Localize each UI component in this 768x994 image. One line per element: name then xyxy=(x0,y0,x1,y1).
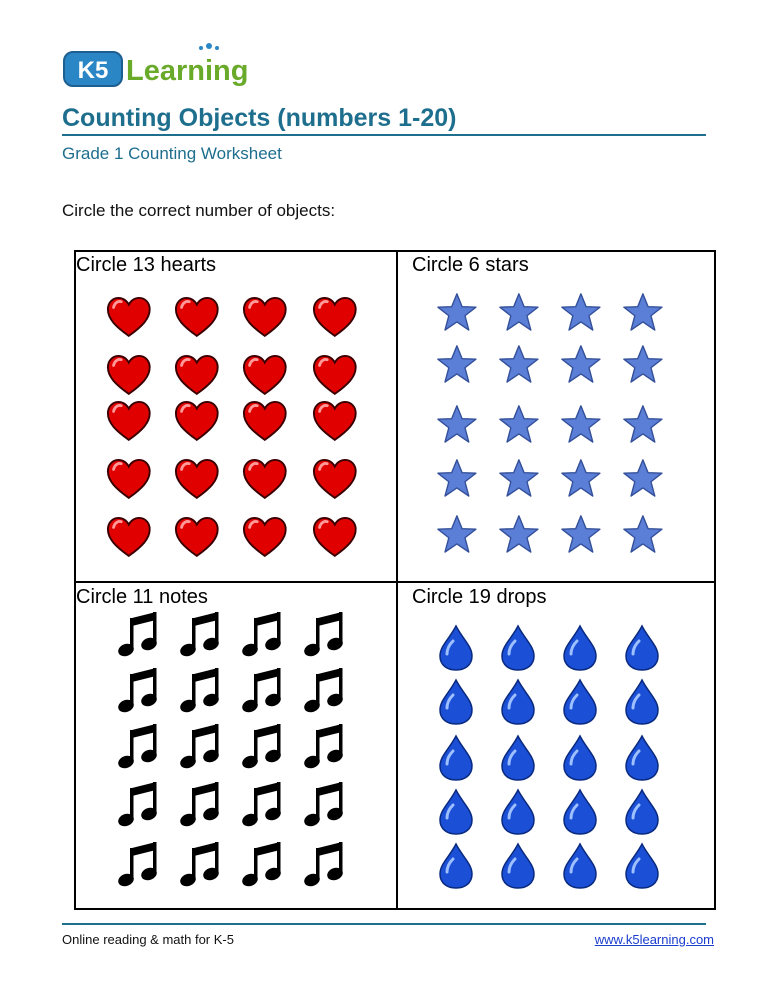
water-drop-icon xyxy=(626,790,658,834)
water-drop-icon xyxy=(440,736,472,780)
music-note-icon xyxy=(116,612,158,658)
drops-label: Circle 19 drops xyxy=(412,586,547,608)
water-drop-icon xyxy=(564,844,596,888)
water-drop-icon xyxy=(564,790,596,834)
star-icon xyxy=(562,346,600,382)
logo-word-text: Learning xyxy=(126,55,249,87)
footer-tagline: Online reading & math for K-5 xyxy=(62,932,234,947)
music-note-icon xyxy=(116,724,158,770)
heart-icon xyxy=(314,518,356,556)
drops-group xyxy=(426,618,706,898)
notes-group xyxy=(106,604,386,904)
star-icon xyxy=(500,346,538,382)
title-divider xyxy=(62,134,706,136)
music-note-icon xyxy=(178,612,220,658)
water-drop-icon xyxy=(502,626,534,670)
water-drop-icon xyxy=(626,736,658,780)
water-drop-icon xyxy=(440,844,472,888)
water-drop-icon xyxy=(502,680,534,724)
star-icon xyxy=(624,346,662,382)
star-icon xyxy=(438,516,476,552)
instruction-text: Circle the correct number of objects: xyxy=(62,201,336,220)
music-note-icon xyxy=(240,612,282,658)
music-note-icon xyxy=(178,842,220,888)
page-title: Counting Objects (numbers 1-20) xyxy=(62,104,457,132)
water-drop-icon xyxy=(502,844,534,888)
heart-icon xyxy=(314,356,356,394)
heart-icon xyxy=(244,518,286,556)
music-note-icon xyxy=(178,782,220,828)
music-note-icon xyxy=(116,842,158,888)
heart-icon xyxy=(108,460,150,498)
water-drop-icon xyxy=(440,680,472,724)
heart-icon xyxy=(176,402,218,440)
heart-icon xyxy=(314,402,356,440)
water-drop-icon xyxy=(502,736,534,780)
water-drop-icon xyxy=(502,790,534,834)
music-note-icon xyxy=(116,668,158,714)
stars-label: Circle 6 stars xyxy=(412,254,529,276)
water-drop-icon xyxy=(440,790,472,834)
star-icon xyxy=(500,460,538,496)
footer-divider xyxy=(62,923,706,925)
heart-icon xyxy=(176,298,218,336)
star-icon xyxy=(562,460,600,496)
star-icon xyxy=(438,460,476,496)
star-icon xyxy=(562,516,600,552)
heart-icon xyxy=(314,298,356,336)
star-icon xyxy=(500,294,538,330)
heart-icon xyxy=(244,356,286,394)
star-icon xyxy=(438,294,476,330)
music-note-icon xyxy=(302,668,344,714)
heart-icon xyxy=(108,298,150,336)
music-note-icon xyxy=(302,782,344,828)
heart-icon xyxy=(176,356,218,394)
star-icon xyxy=(562,406,600,442)
hearts-group xyxy=(90,288,390,568)
music-note-icon xyxy=(302,612,344,658)
star-icon xyxy=(624,516,662,552)
music-note-icon xyxy=(302,724,344,770)
music-note-icon xyxy=(178,668,220,714)
music-note-icon xyxy=(240,842,282,888)
grid-vertical-divider xyxy=(396,250,398,910)
water-drop-icon xyxy=(564,736,596,780)
star-icon xyxy=(624,460,662,496)
star-icon xyxy=(500,516,538,552)
logo-k5-text: K5 xyxy=(77,57,109,84)
heart-icon xyxy=(176,460,218,498)
music-note-icon xyxy=(240,782,282,828)
music-note-icon xyxy=(178,724,220,770)
heart-icon xyxy=(314,460,356,498)
heart-icon xyxy=(108,402,150,440)
stars-group xyxy=(426,282,706,572)
notes-label: Circle 11 notes xyxy=(76,586,208,608)
heart-icon xyxy=(244,298,286,336)
heart-icon xyxy=(244,402,286,440)
heart-icon xyxy=(244,460,286,498)
k5-learning-logo xyxy=(62,38,262,90)
page-subtitle: Grade 1 Counting Worksheet xyxy=(62,144,282,163)
heart-icon xyxy=(108,356,150,394)
star-icon xyxy=(624,406,662,442)
music-note-icon xyxy=(302,842,344,888)
music-note-icon xyxy=(240,668,282,714)
star-icon xyxy=(438,406,476,442)
heart-icon xyxy=(108,518,150,556)
heart-icon xyxy=(176,518,218,556)
music-note-icon xyxy=(240,724,282,770)
water-drop-icon xyxy=(564,626,596,670)
star-icon xyxy=(624,294,662,330)
hearts-label: Circle 13 hearts xyxy=(76,254,217,276)
grid-horizontal-divider xyxy=(74,581,716,583)
water-drop-icon xyxy=(626,680,658,724)
star-icon xyxy=(562,294,600,330)
water-drop-icon xyxy=(564,680,596,724)
worksheet-grid xyxy=(74,250,716,910)
water-drop-icon xyxy=(626,626,658,670)
star-icon xyxy=(438,346,476,382)
water-drop-icon xyxy=(440,626,472,670)
music-note-icon xyxy=(116,782,158,828)
footer-website-link[interactable]: www.k5learning.com xyxy=(594,932,714,947)
water-drop-icon xyxy=(626,844,658,888)
star-icon xyxy=(500,406,538,442)
